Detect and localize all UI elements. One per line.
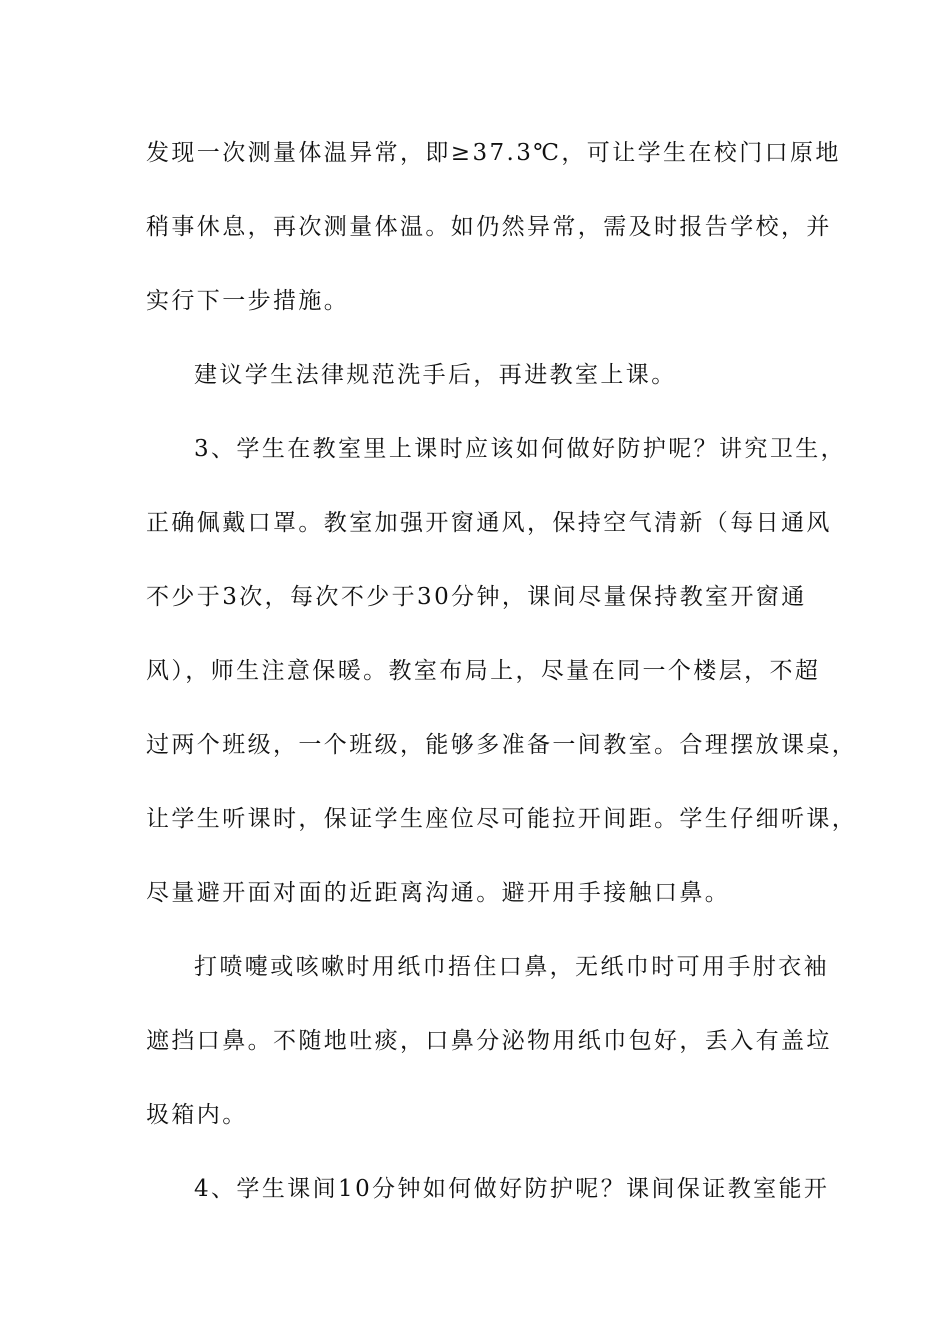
text-line-6: 正确佩戴口罩。教室加强开窗通风，保持空气清新（每日通风 — [146, 510, 832, 536]
text-line-10: 让学生听课时，保证学生座位尽可能拉开间距。学生仔细听课， — [146, 806, 858, 832]
paragraph-sneezing: 打喷嚏或咳嗽时用纸巾捂住口鼻，无纸巾时可用手肘衣袖 — [194, 954, 829, 980]
paragraph-break-protection: 4、学生课间10分钟如何做好防护呢？课间保证教室能开 — [194, 1176, 830, 1202]
text-line-2: 稍事休息，再次测量体温。如仍然异常，需及时报告学校，并 — [146, 214, 832, 240]
paragraph-washing-hands: 建议学生法律规范洗手后，再进教室上课。 — [194, 362, 677, 388]
text-line-3: 实行下一步措施。 — [146, 288, 350, 314]
text-line-14: 圾箱内。 — [146, 1102, 248, 1128]
text-line-11: 尽量避开面对面的近距离沟通。避开用手接触口鼻。 — [146, 880, 731, 906]
paragraph-classroom-protection: 3、学生在教室里上课时应该如何做好防护呢？讲究卫生， — [194, 436, 847, 462]
text-line-9: 过两个班级，一个班级，能够多准备一间教室。合理摆放课桌， — [146, 732, 858, 758]
text-line-13: 遮挡口鼻。不随地吐痰，口鼻分泌物用纸巾包好，丢入有盖垃 — [146, 1028, 832, 1054]
text-line-7: 不少于3次，每次不少于30分钟，课间尽量保持教室开窗通 — [146, 584, 807, 610]
text-line-8: 风），师生注意保暖。教室布局上，尽量在同一个楼层，不超 — [146, 658, 821, 684]
text-line-1: 发现一次测量体温异常，即≥37.3℃，可让学生在校门口原地 — [146, 140, 841, 166]
